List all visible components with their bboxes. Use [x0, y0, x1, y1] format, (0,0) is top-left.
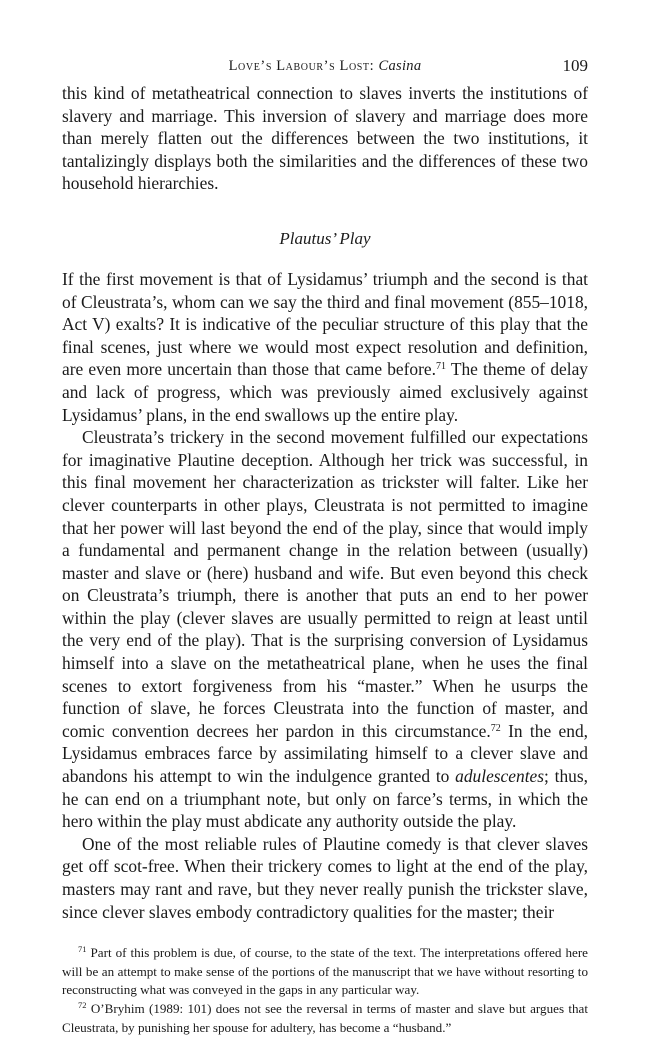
footnote-71 [62, 944, 588, 1000]
running-head-title-italic: Casina [378, 58, 422, 74]
footnote-number: 72 [78, 999, 87, 1010]
paragraph-2-text: Cleustrata’s trickery in the second movement fulfilled our expectations for imaginative Plautine deception. Although her trick was successful, in this final movement her characterization as trickster will falter. Like her clever counterparts in other plays, Cleustrata is not permitted to imagine that her power will last beyond the end of the play, since that would imply a fundamental and permanent change in the relation between (usually) master and slave or (here) husband and wife. But even beyond this check on Cleustrata’s triumph, there is another that puts an end to her power within the play (clever slaves are usually permitted to reign at least until the very end of the play). That is the surprising conversion of Lysidamus himself into a slave on the metatheatrical plane, when he uses the final scenes to extort forgiveness from his “master.” When he usurps the function of slave, he forces Cleustrata into the function of master, and comic convention decrees her pardon in this circumstance. [62, 427, 588, 741]
running-head-title-text: Love’s Labour’s Lost: [228, 58, 379, 74]
running-head [62, 56, 588, 82]
paragraph-1-text-continued: The theme of delay and lack of progress, which was previously aimed exclusively against Lysidamus’ plans, in the end swallows up the entire play. [62, 359, 588, 425]
opening-paragraph: this kind of metatheatrical connection to slaves inverts the institutions of slavery and marriage. This inversion of slavery and marriage does more than merely flatten out the differences between the two institutions, it tantalizingly displays both the similarities and the differences of these two household hierarchies. [62, 83, 588, 194]
section-heading: Plautus’ Play [279, 228, 371, 248]
book-page [62, 56, 588, 1037]
paragraph-1 [62, 268, 588, 426]
running-head-title [62, 58, 588, 75]
page-number: 109 [562, 56, 588, 75]
paragraph-3: One of the most reliable rules of Plautine comedy is that clever slaves get off scot-free. When their trickery comes to light at the end of the play, masters may rant and rave, but they never really punish the trickster slave, since clever slaves embody contradictory qualities for the master; their [62, 833, 588, 922]
paragraph-2 [62, 426, 588, 833]
footnote-text: Part of this problem is due, of course, to the state of the text. The interpretations offered here will be an attempt to make sense of the portions of the manuscript that we have without resorting to reconstructing what was conveyed in the gaps in any particular way. [62, 945, 588, 998]
italic-term: adulescentes [455, 766, 545, 787]
paragraph-2-text-continued: In the end, Lysidamus embraces farce by assimilating himself to a clever slave and abandons his attempt to win the indulgence granted to [62, 720, 588, 787]
footnote-ref-71[interactable]: 71 [435, 361, 446, 373]
footnote-72 [62, 1000, 588, 1037]
footnote-text: O’Bryhim (1989: 101) does not see the reversal in terms of master and slave but argues that Cleustrata, by punishing her spouse for adultery, has become a “husband.” [62, 1000, 588, 1035]
body-text [62, 82, 588, 923]
paragraph-2-text-end: ; thus, he can end on a triumphant note, but only on farce’s terms, in which the hero within the play must abdicate any authority outside the play. [62, 766, 588, 832]
footnote-ref-72[interactable]: 72 [490, 722, 501, 734]
footnotes [62, 944, 588, 1037]
footnote-number: 71 [78, 944, 87, 955]
paragraph-1-text: If the first movement is that of Lysidamus’ triumph and the second is that of Cleustrata’s, whom can we say the third and final movement (855–1018, Act V) exalts? It is indicative of the peculiar structure of this play that the final scenes, just where we would most expect resolution and definition, are even more uncertain than those that came before. [62, 268, 588, 380]
